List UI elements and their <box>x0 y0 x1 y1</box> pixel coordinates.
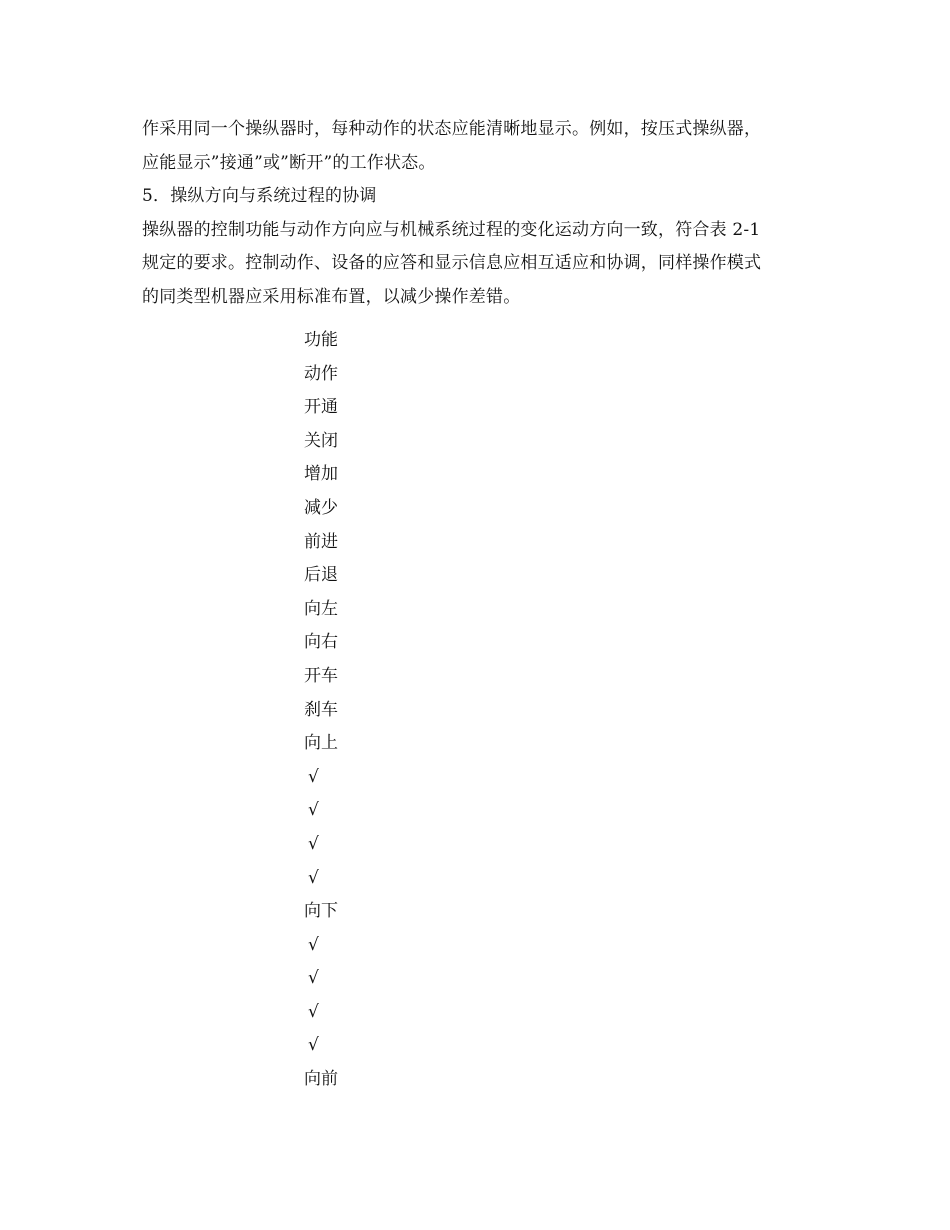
table-column-list <box>304 324 424 1097</box>
table-cell: 关闭 <box>304 430 338 451</box>
table-cell: 向右 <box>304 632 338 653</box>
table-cell: 减少 <box>304 497 338 518</box>
table-cell: 前进 <box>304 531 338 552</box>
check-mark: √ <box>308 968 319 989</box>
table-cell: 动作 <box>304 363 338 384</box>
check-mark: √ <box>308 1001 319 1022</box>
paragraph-line: 的同类型机器应采用标准布置，以减少操作差错。 <box>142 286 521 307</box>
check-mark: √ <box>308 833 319 854</box>
table-cell: 增加 <box>304 464 338 485</box>
paragraph-line: 操纵器的控制功能与动作方向应与机械系统过程的变化运动方向一致，符合表 2-1 <box>142 219 761 240</box>
table-cell: 后退 <box>304 565 338 586</box>
check-mark: √ <box>308 766 319 787</box>
table-cell: 开车 <box>304 665 338 686</box>
paragraph-line: 应能显示”接通”或”断开”的工作状态。 <box>142 152 436 173</box>
table-cell: 向前 <box>304 1069 338 1090</box>
table-cell: 刹车 <box>304 699 338 720</box>
check-mark: √ <box>308 1035 319 1056</box>
check-mark: √ <box>308 800 319 821</box>
body-paragraph <box>142 113 822 315</box>
paragraph-line: 规定的要求。控制动作、设备的应答和显示信息应相互适应和协调，同样操作模式 <box>142 253 762 274</box>
table-cell: 向左 <box>304 598 338 619</box>
table-cell: 向上 <box>304 733 338 754</box>
table-cell: 开通 <box>304 397 338 418</box>
table-cell: 向下 <box>304 901 338 922</box>
table-cell: 功能 <box>304 330 338 350</box>
section-heading: 5．操纵方向与系统过程的协调 <box>142 186 377 207</box>
check-mark: √ <box>308 934 319 955</box>
paragraph-line: 作采用同一个操纵器时，每种动作的状态应能清晰地显示。例如，按压式操纵器， <box>142 119 762 139</box>
check-mark: √ <box>308 867 319 888</box>
